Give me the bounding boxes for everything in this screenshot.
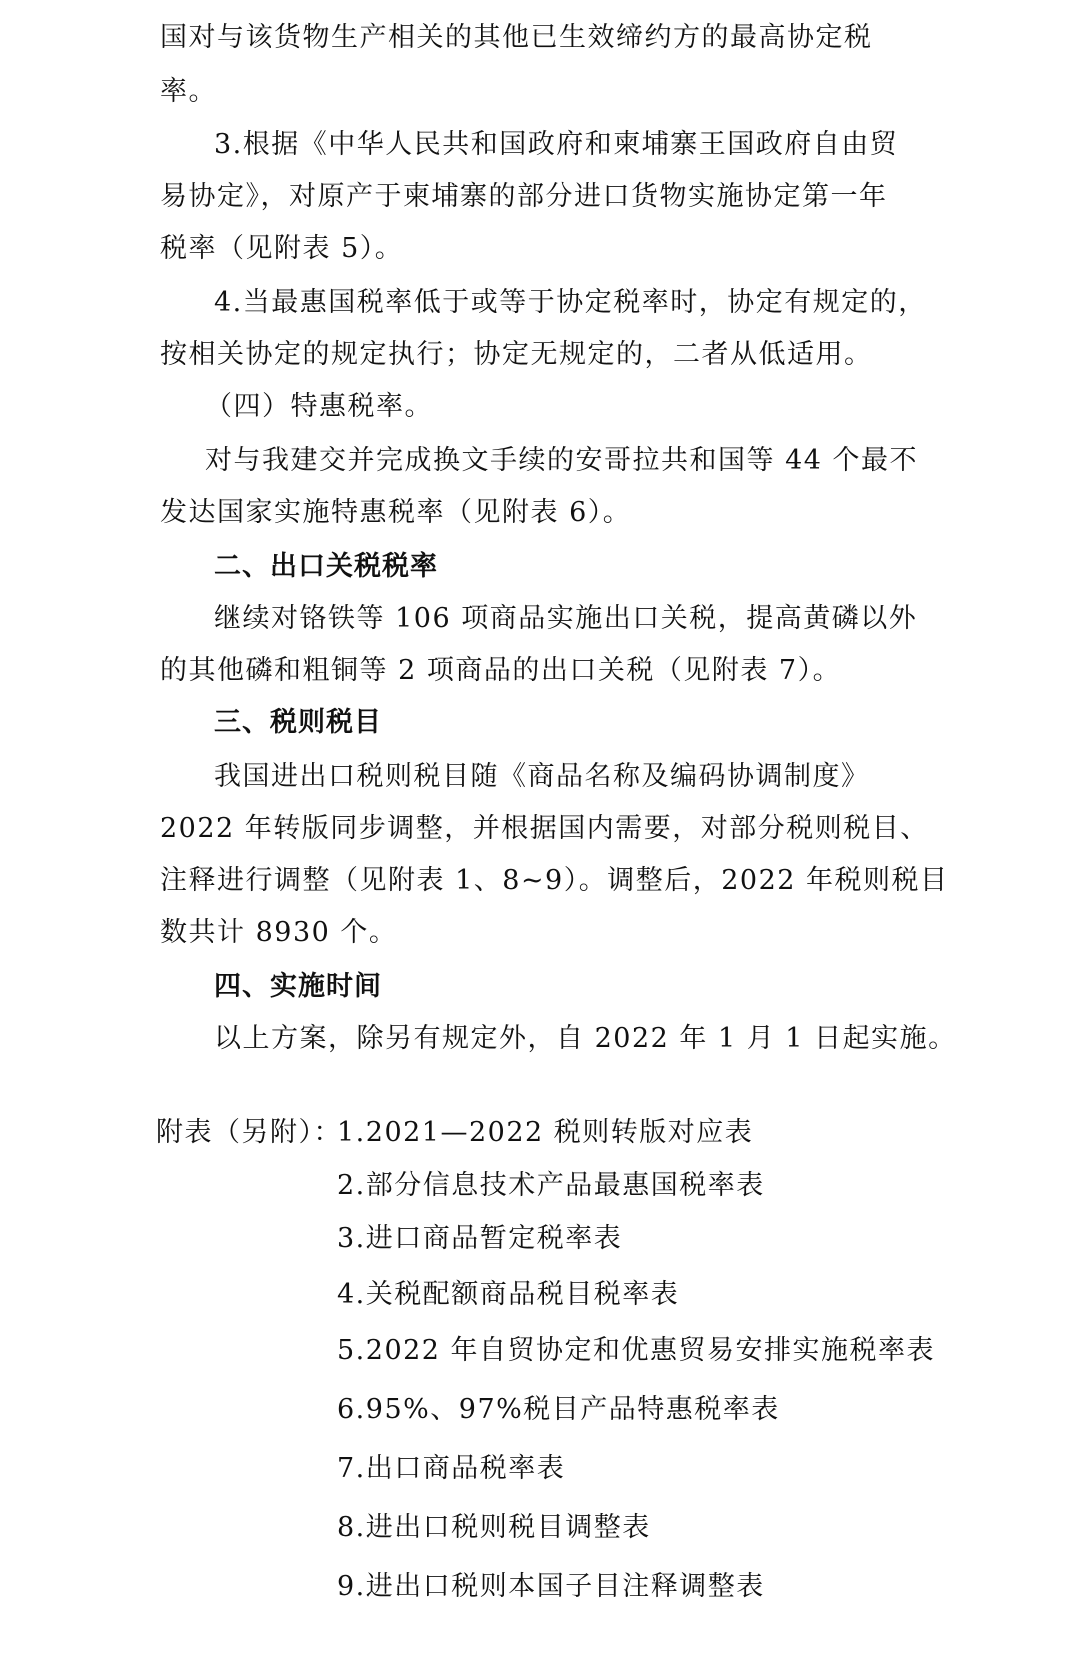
section-subheading: （四）特惠税率。 — [205, 391, 433, 422]
appendix-item: 2.部分信息技术产品最惠国税率表 — [337, 1170, 765, 1201]
appendix-item: 1.2021—2022 税则转版对应表 — [337, 1117, 754, 1148]
appendix-item: 3.进口商品暂定税率表 — [337, 1223, 623, 1254]
section-heading-tariff-items: 三、税则税目 — [214, 707, 382, 738]
paragraph-line: 对与我建交并完成换文手续的安哥拉共和国等 44 个最不 — [205, 445, 919, 476]
appendix-label: 附表（另附）： — [156, 1117, 342, 1148]
paragraph-line: 按相关协定的规定执行；协定无规定的，二者从低适用。 — [160, 339, 873, 370]
paragraph-line: 易协定》，对原产于柬埔寨的部分进口货物实施协定第一年 — [160, 181, 888, 212]
paragraph-line: 4.当最惠国税率低于或等于协定税率时，协定有规定的， — [214, 287, 927, 318]
paragraph-line: 2022 年转版同步调整，并根据国内需要，对部分税则税目、 — [160, 813, 929, 844]
appendix-item: 4.关税配额商品税目税率表 — [337, 1279, 680, 1310]
appendix-item: 8.进出口税则税目调整表 — [337, 1512, 651, 1543]
appendix-item: 5.2022 年自贸协定和优惠贸易安排实施税率表 — [337, 1335, 936, 1366]
paragraph-line: 注释进行调整（见附表 1、8~9）。调整后，2022 年税则税目 — [160, 865, 949, 896]
paragraph-line: 数共计 8930 个。 — [160, 917, 398, 948]
paragraph-line: 我国进出口税则税目随《商品名称及编码协调制度》 — [214, 761, 870, 792]
paragraph-line: 继续对铬铁等 106 项商品实施出口关税，提高黄磷以外 — [214, 603, 918, 634]
paragraph-line: 发达国家实施特惠税率（见附表 6）。 — [160, 497, 632, 528]
paragraph-line: 3.根据《中华人民共和国政府和柬埔寨王国政府自由贸 — [214, 129, 899, 160]
appendix-item: 6.95%、97%税目产品特惠税率表 — [337, 1394, 780, 1425]
paragraph-line: 的其他磷和粗铜等 2 项商品的出口关税（见附表 7）。 — [160, 655, 842, 686]
section-heading-export-tariff: 二、出口关税税率 — [214, 551, 438, 582]
paragraph-line: 国对与该货物生产相关的其他已生效缔约方的最高协定税 — [160, 22, 873, 53]
section-heading-implementation: 四、实施时间 — [214, 971, 382, 1002]
paragraph-line: 税率（见附表 5）。 — [160, 233, 404, 264]
paragraph-line: 以上方案，除另有规定外，自 2022 年 1 月 1 日起实施。 — [214, 1023, 957, 1054]
appendix-item: 9.进出口税则本国子目注释调整表 — [337, 1571, 765, 1602]
appendix-item: 7.出口商品税率表 — [337, 1453, 566, 1484]
paragraph-line: 率。 — [160, 76, 217, 107]
